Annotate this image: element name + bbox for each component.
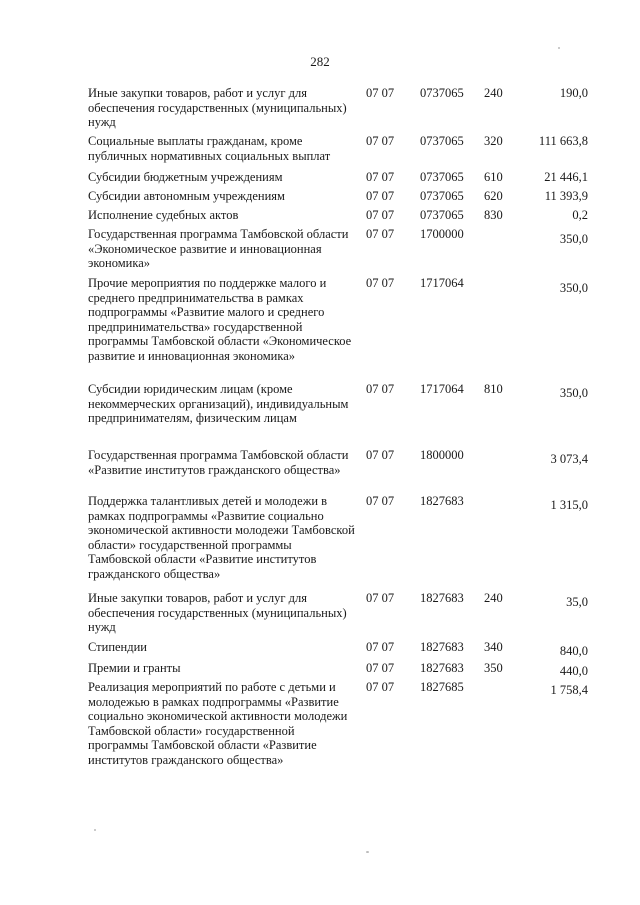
expense-type: 610: [484, 170, 503, 184]
section-code: 07 07: [366, 382, 395, 396]
item-name: Субсидии автономным учреждениям: [88, 189, 285, 203]
expense-type: 620: [484, 189, 503, 203]
item-name: Социальные выплаты гражданам, кроме публичных нормативных социальных выплат: [88, 134, 331, 163]
item-name: Премии и гранты: [88, 661, 181, 675]
section-code: 07 07: [366, 86, 395, 100]
amount: 21 446,1: [544, 170, 588, 184]
amount: 190,0: [559, 86, 588, 100]
expense-type: 240: [484, 86, 503, 100]
section-code: 07 07: [366, 170, 395, 184]
scan-speck: [558, 47, 560, 49]
amount: 0,2: [572, 208, 588, 222]
item-name: Иные закупки товаров, работ и услуг для обеспечения государственных (муниципальных) нужд: [88, 86, 347, 130]
target-article: 1827685: [420, 680, 464, 694]
item-name: Государственная программа Тамбовской области «Экономическое развитие и инновационная экономика»: [88, 227, 349, 271]
item-name: Реализация мероприятий по работе с детьми и молодежью в рамках подпрограммы «Развитие социально экономической активности молодежи Тамбовской области» государственной программы Тамбовской области «Развитие институтов гражданского общества»: [88, 680, 348, 767]
amount: 350,0: [559, 281, 588, 295]
target-article: 1800000: [420, 448, 464, 462]
target-article: 0737065: [420, 134, 464, 148]
expense-type: 340: [484, 640, 503, 654]
item-name: Субсидии бюджетным учреждениям: [88, 170, 283, 184]
amount: 111 663,8: [538, 134, 588, 148]
target-article: 1717064: [420, 382, 464, 396]
section-code: 07 07: [366, 591, 395, 605]
amount: 1 758,4: [550, 683, 588, 697]
target-article: 0737065: [420, 208, 464, 222]
target-article: 0737065: [420, 170, 464, 184]
target-article: 1827683: [420, 591, 464, 605]
target-article: 1717064: [420, 276, 464, 290]
section-code: 07 07: [366, 208, 395, 222]
amount: 3 073,4: [550, 452, 588, 466]
expense-type: 810: [484, 382, 503, 396]
section-code: 07 07: [366, 134, 395, 148]
target-article: 1700000: [420, 227, 464, 241]
scan-speck: [366, 851, 369, 853]
section-code: 07 07: [366, 494, 395, 508]
amount: 840,0: [559, 644, 588, 658]
section-code: 07 07: [366, 227, 395, 241]
scan-speck: [94, 829, 96, 831]
expense-type: 350: [484, 661, 503, 675]
section-code: 07 07: [366, 189, 395, 203]
section-code: 07 07: [366, 661, 395, 675]
item-name: Прочие мероприятия по поддержке малого и среднего предпринимательства в рамках подпрограммы «Развитие малого и среднего предпринимательства» государственной программы Тамбовской области «Экономическое развитие и инновационная экономика»: [88, 276, 352, 363]
section-code: 07 07: [366, 640, 395, 654]
expense-type: 320: [484, 134, 503, 148]
amount: 11 393,9: [544, 189, 588, 203]
section-code: 07 07: [366, 680, 395, 694]
item-name: Иные закупки товаров, работ и услуг для обеспечения государственных (муниципальных) нужд: [88, 591, 347, 635]
target-article: 0737065: [420, 189, 464, 203]
section-code: 07 07: [366, 448, 395, 462]
target-article: 1827683: [420, 640, 464, 654]
section-code: 07 07: [366, 276, 395, 290]
target-article: 1827683: [420, 494, 464, 508]
page-number: 282: [310, 54, 330, 69]
item-name: Государственная программа Тамбовской области «Развитие институтов гражданского общества»: [88, 448, 349, 477]
target-article: 1827683: [420, 661, 464, 675]
item-name: Субсидии юридическим лицам (кроме некоммерческих организаций), индивидуальным предпринимателям, физическим лицам: [88, 382, 349, 426]
target-article: 0737065: [420, 86, 464, 100]
amount: 350,0: [559, 232, 588, 246]
item-name: Исполнение судебных актов: [88, 208, 239, 222]
amount: 440,0: [559, 664, 588, 678]
amount: 350,0: [559, 386, 588, 400]
expense-type: 830: [484, 208, 503, 222]
amount: 35,0: [566, 595, 588, 609]
item-name: Поддержка талантливых детей и молодежи в рамках подпрограммы «Развитие социально экономической активности молодежи Тамбовской области» государственной программы Тамбовской области «Развитие институтов гражданского общества»: [88, 494, 355, 581]
expense-type: 240: [484, 591, 503, 605]
item-name: Стипендии: [88, 640, 147, 654]
amount: 1 315,0: [550, 498, 588, 512]
